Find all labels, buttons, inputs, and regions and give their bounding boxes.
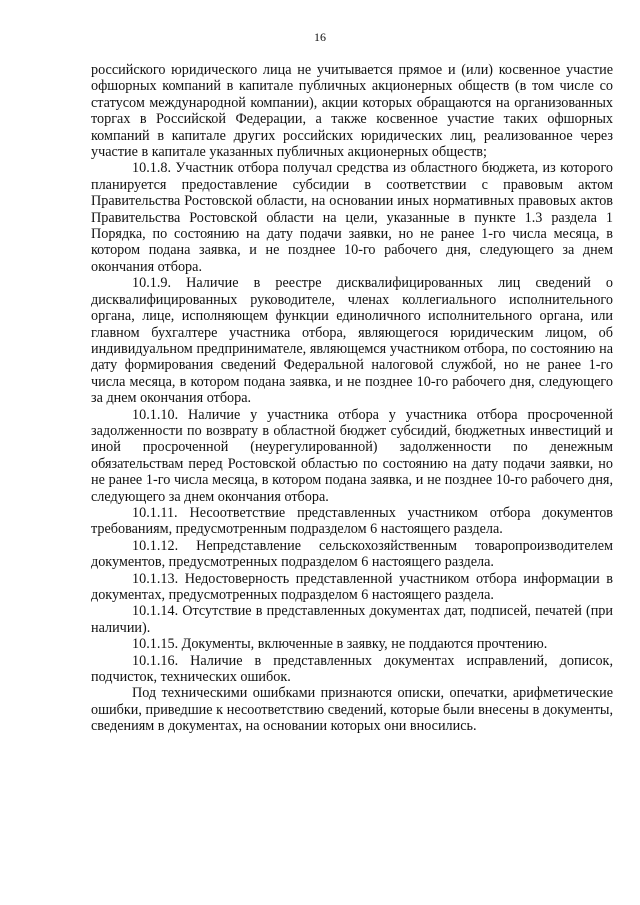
paragraph-continuation: российского юридического лица не учитывается прямое и (или) косвенное участие офшорных компаний в капитале публичных акционерных обществ (в том числе со статусом международной компании), акции которых обращаются на организованных торгах в Российской Федерации, а также косвенное участие таких офшорных компаний в капитале других российских юридических лиц, реализованное через участие в капитале указанных публичных акционерных обществ; bbox=[91, 62, 613, 161]
page-number: 16 bbox=[314, 30, 326, 44]
paragraph-10-1-14: 10.1.14. Отсутствие в представленных документах дат, подписей, печатей (при наличии). bbox=[91, 603, 613, 636]
document-body bbox=[91, 62, 613, 735]
paragraph-10-1-9: 10.1.9. Наличие в реестре дисквалифицированных лиц сведений о дисквалифицированных руководителе, членах коллегиального исполнительного органа, лице, исполняющем функции единоличного исполнительного органа, или главном бухгалтере участника отбора, являющегося юридическим лицом, об индивидуальном предпринимателе, являющемся участником отбора, по состоянию на дату формирования сведений Федеральной налоговой службой, но не ранее 1-го числа месяца, в котором подана заявка, и не позднее 10-го рабочего дня, следующего за днем окончания отбора. bbox=[91, 275, 613, 407]
paragraph-10-1-8: 10.1.8. Участник отбора получал средства из областного бюджета, из которого планируется предоставление субсидии в соответствии с правовым актом Правительства Ростовской области, на основании иных нормативных правовых актов Правительства Ростовской области на цели, указанные в пункте 1.3 раздела 1 Порядка, по состоянию на дату подачи заявки, но не ранее 1-го числа месяца, в котором подана заявка, и не позднее 10-го рабочего дня, следующего за днем окончания отбора. bbox=[91, 160, 613, 275]
paragraph-10-1-10: 10.1.10. Наличие у участника отбора у участника отбора просроченной задолженности по возврату в областной бюджет субсидий, бюджетных инвестиций и иной просроченной (неурегулированной) задолженности по денежным обязательствам перед Ростовской областью по состоянию на дату подачи заявки, но не ранее 1-го числа месяца, в котором подана заявка, и не позднее 10-го рабочего дня, следующего за днем окончания отбора. bbox=[91, 406, 613, 505]
paragraph-technical-errors-definition: Под техническими ошибками признаются описки, опечатки, арифметические ошибки, приведшие к несоответствию сведений, которые были внесены в документы, сведениям в документах, на основании которых они вносились. bbox=[91, 685, 613, 735]
paragraph-10-1-12: 10.1.12. Непредставление сельскохозяйственным товаропроизводителем документов, предусмотренных подразделом 6 настоящего раздела. bbox=[91, 537, 613, 571]
paragraph-10-1-11: 10.1.11. Несоответствие представленных участником отбора документов требованиям, предусмотренным подразделом 6 настоящего раздела. bbox=[91, 504, 613, 538]
paragraph-10-1-13: 10.1.13. Недостоверность представленной участником отбора информации в документах, предусмотренных подразделом 6 настоящего раздела. bbox=[91, 570, 613, 603]
paragraph-10-1-15: 10.1.15. Документы, включенные в заявку, не поддаются прочтению. bbox=[132, 636, 548, 653]
paragraph-10-1-16: 10.1.16. Наличие в представленных документах исправлений, дописок, подчисток, технических ошибок. bbox=[91, 652, 613, 686]
